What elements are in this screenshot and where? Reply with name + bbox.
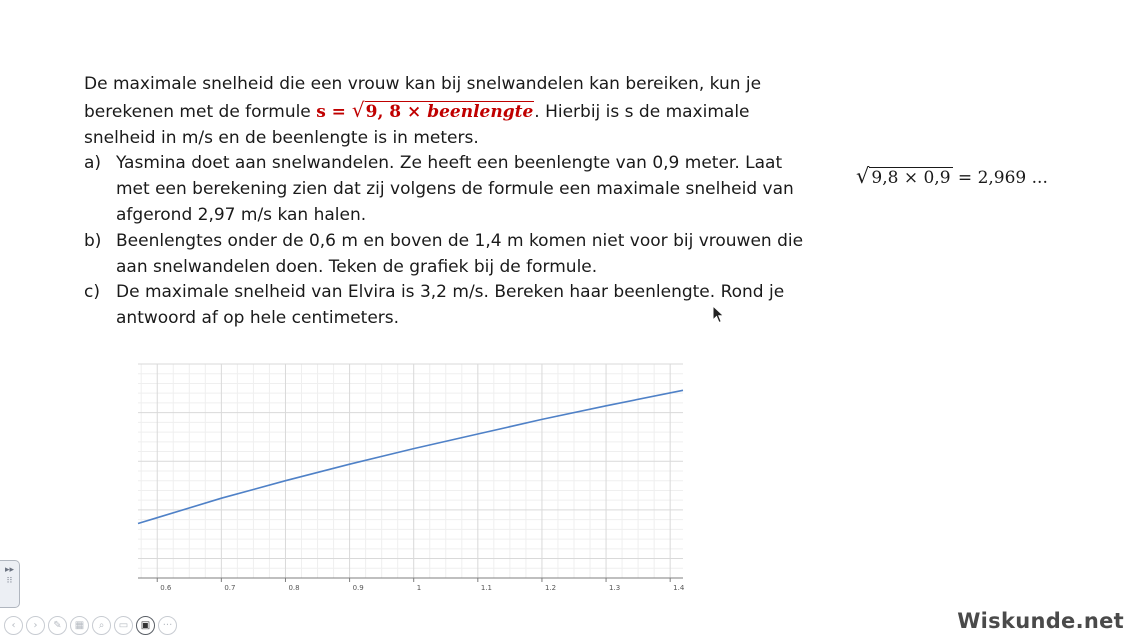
answer-radicand: 9,8 × 0,9 <box>871 168 951 188</box>
formula-number: 9, 8 <box>365 101 408 122</box>
x-tick-label: 0.9 <box>352 584 364 592</box>
camera-icon[interactable]: ▣ <box>136 616 155 635</box>
formula-lhs: s <box>316 101 326 122</box>
question-text: Yasmina doet aan snelwandelen. Ze heeft een beenlengte van 0,9 meter. Laat met een berekening zien dat zij volgens de formule een maximale snelheid van afgerond 2,97 m/s kan halen. <box>116 153 794 225</box>
formula-eq: = <box>325 101 352 122</box>
back-icon[interactable]: ‹ <box>4 616 23 635</box>
x-tick-label: 0.7 <box>224 584 236 592</box>
line-chart <box>138 364 683 607</box>
question-text: Beenlengtes onder de 0,6 m en boven de 1,4 m komen niet voor bij vrouwen die aan snelwandelen doen. Teken de grafiek bij de formule. <box>116 230 804 277</box>
question-c <box>84 280 804 332</box>
grip-icon: ⁝⁝ <box>6 576 13 586</box>
intro-line-2 <box>84 98 804 126</box>
presentation-toolbar <box>4 616 177 635</box>
watermark: Wiskunde.net <box>957 609 1124 633</box>
series-line <box>138 390 683 523</box>
x-tick-label: 1.4 <box>673 584 685 592</box>
x-tick-label: 1.3 <box>609 584 621 592</box>
panel-expand-icon: ▸▸ <box>4 565 15 575</box>
intro-after-formula: . Hierbij is s de maximale <box>534 101 750 122</box>
formula-sqrt: √9, 8 × beenlengte <box>351 97 534 122</box>
x-tick-label: 1.2 <box>544 584 557 592</box>
forward-icon[interactable]: › <box>26 616 45 635</box>
question-marker: c) <box>84 282 100 303</box>
more-icon[interactable]: ··· <box>158 616 177 635</box>
subtitles-icon[interactable]: ▭ <box>114 616 133 635</box>
formula-times: × <box>407 101 428 122</box>
question-marker: a) <box>84 153 102 174</box>
pen-icon[interactable]: ✎ <box>48 616 67 635</box>
question-marker: b) <box>84 230 102 251</box>
x-tick-label: 0.8 <box>288 584 300 592</box>
mouse-cursor-icon <box>712 305 726 325</box>
x-tick-label: 1.1 <box>480 584 492 592</box>
exercise-text <box>84 72 804 332</box>
formula-variable: beenlengte <box>427 101 534 122</box>
intro-before-formula: berekenen met de formule <box>84 101 317 122</box>
slides-icon[interactable]: ▦ <box>70 616 89 635</box>
question-b <box>84 229 804 281</box>
answer-a <box>856 164 1048 188</box>
question-a <box>84 151 804 228</box>
formula <box>316 97 534 122</box>
x-tick-label: 0.6 <box>160 584 172 592</box>
intro-line-1: De maximale snelheid die een vrouw kan bij snelwandelen kan bereiken, kun je <box>84 74 762 94</box>
x-tick-label: 1 <box>416 584 422 592</box>
zoom-icon[interactable]: ⌕ <box>92 616 111 635</box>
panel-toggle-tab[interactable] <box>0 560 20 608</box>
sqrt-symbol: √ <box>856 164 870 188</box>
intro-line-3: snelheid in m/s en de beenlengte is in meters. <box>84 127 479 148</box>
question-text: De maximale snelheid van Elvira is 3,2 m/s. Bereken haar beenlengte. Rond je antwoord af op hele centimeters. <box>116 282 785 329</box>
answer-result: = 2,969 ... <box>952 168 1048 188</box>
